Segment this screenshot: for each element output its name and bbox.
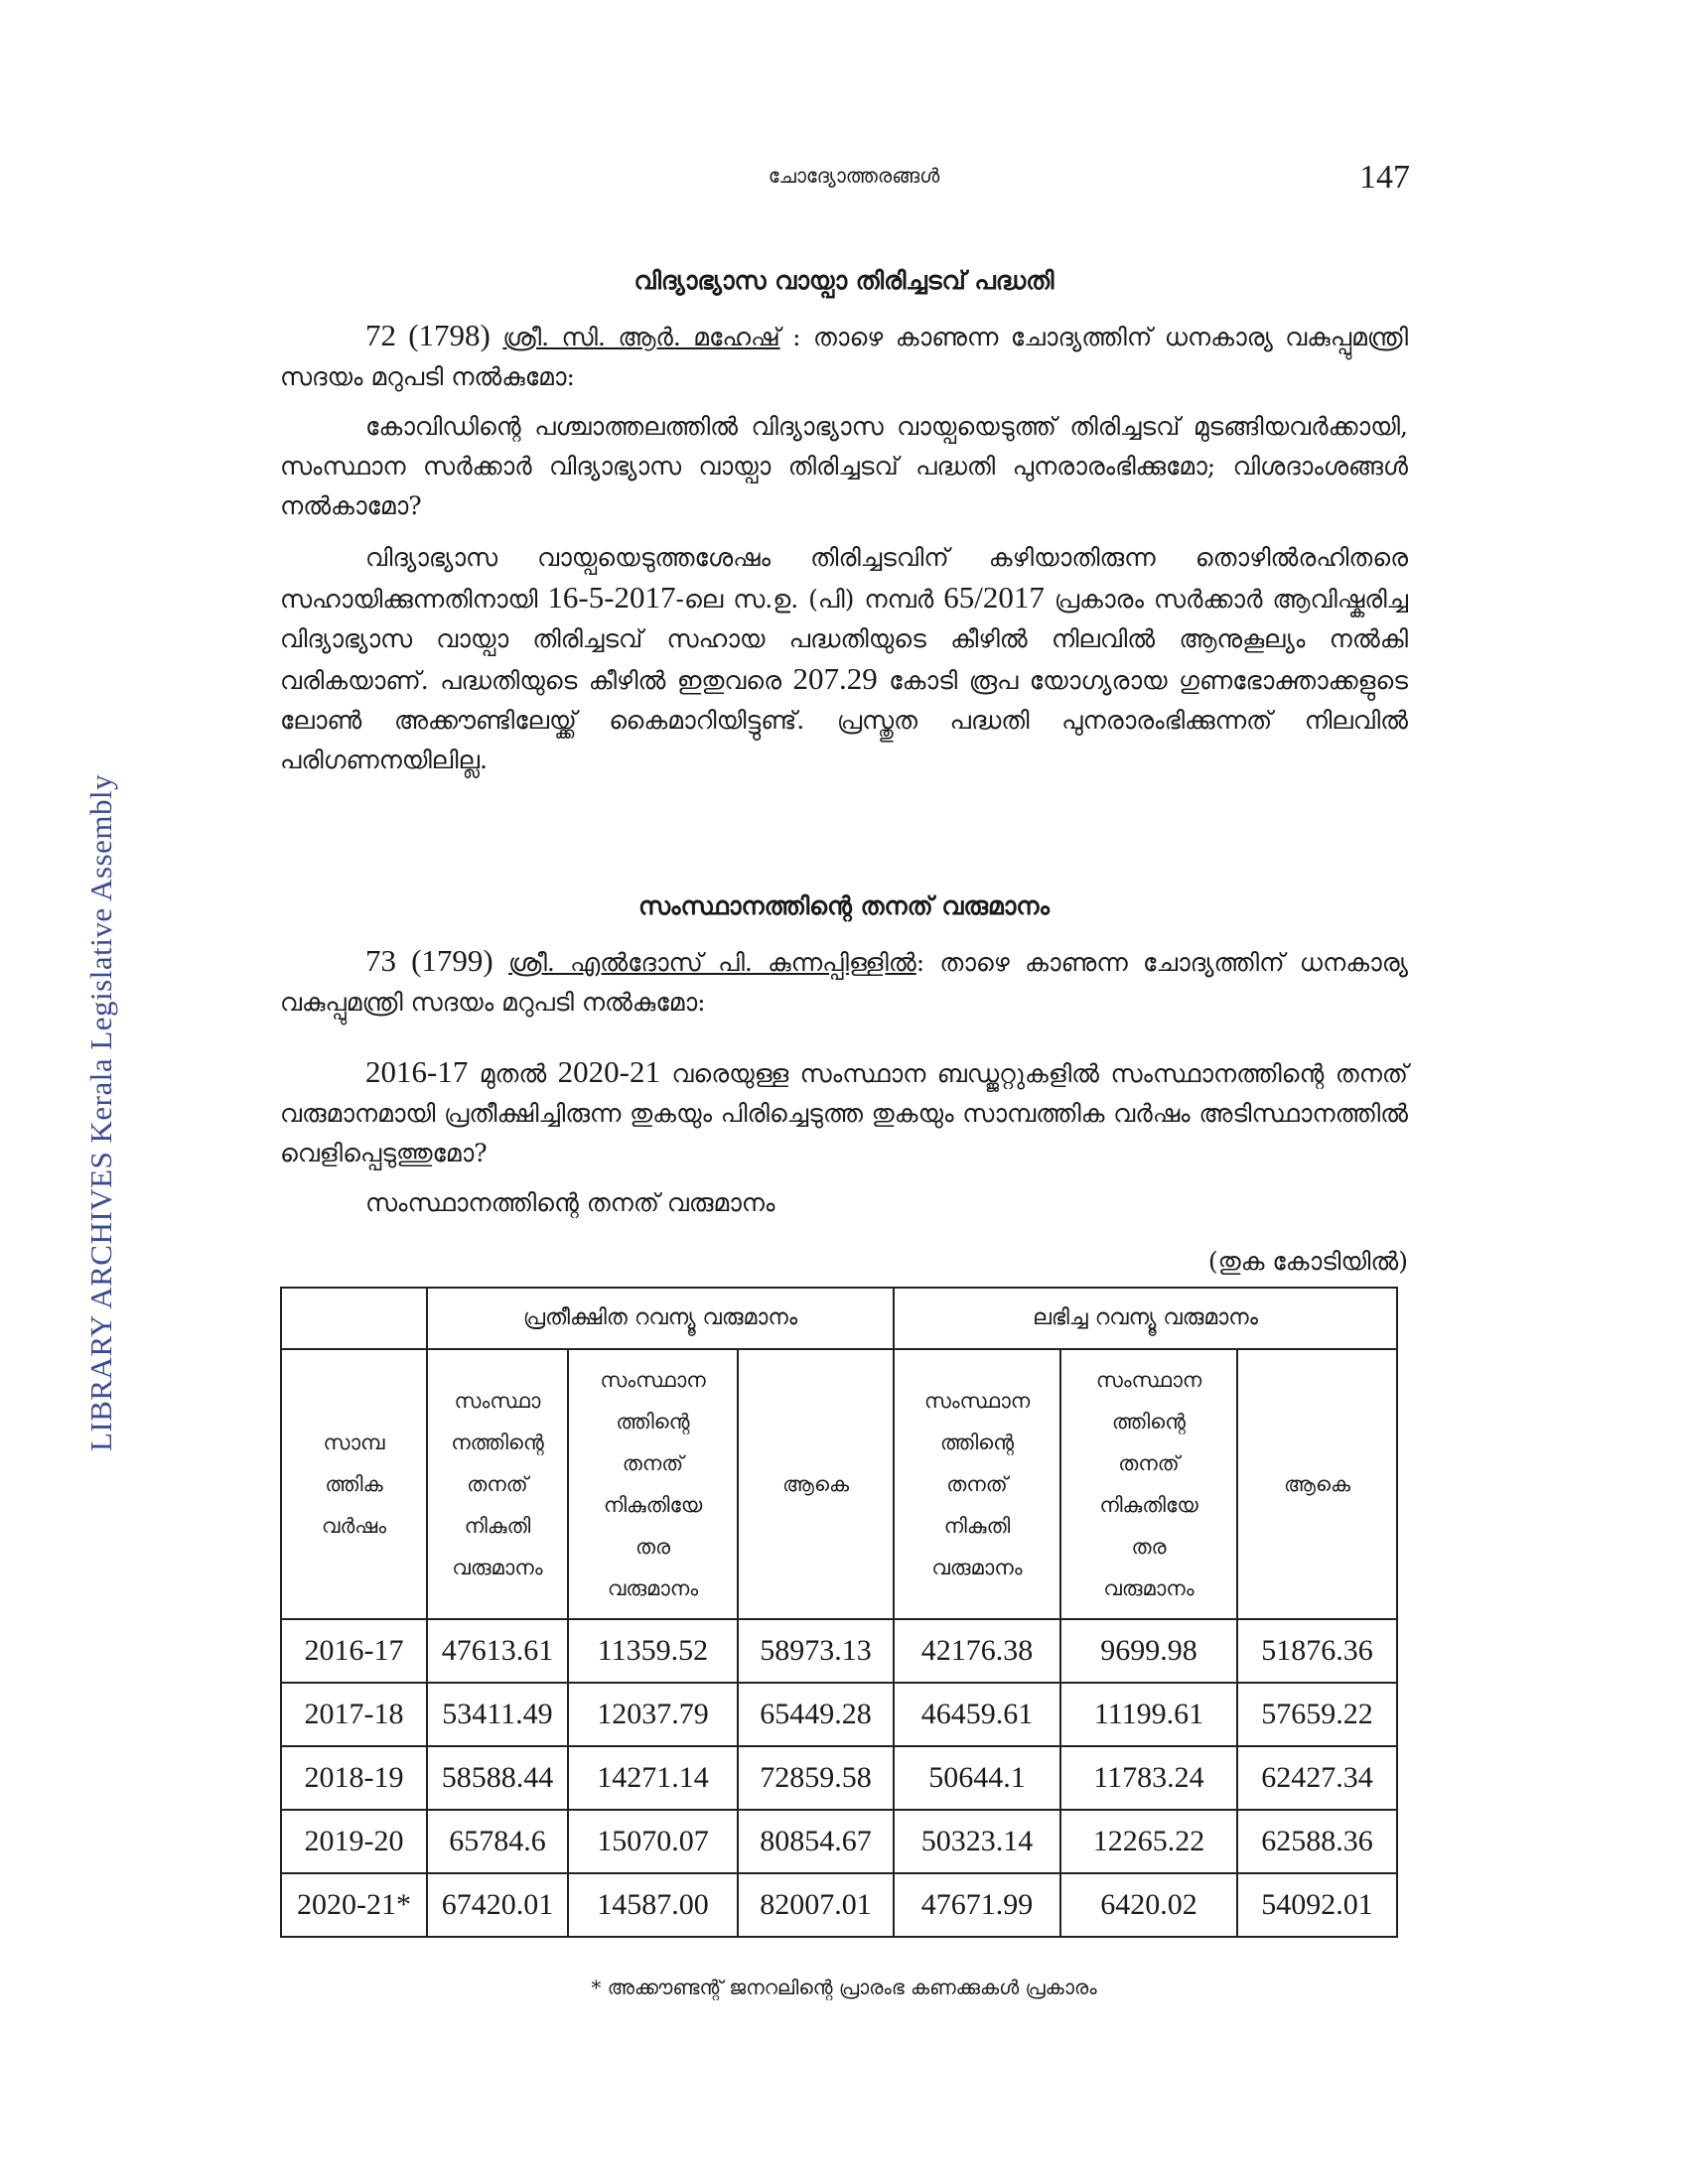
q73-intro-text: : താഴെ കാണുന്ന ചോദ്യത്തിന് ധനകാര്യ വകുപ്പുമന്ത്രി സദയം മറുപടി നൽകുമോ: — [280, 948, 1409, 1017]
q72-answer-order: 65/2017 — [943, 580, 1045, 614]
cell-expected-tax: 47613.61 — [427, 1619, 568, 1683]
q72-answer — [280, 538, 1408, 780]
q72-intro — [280, 316, 1408, 397]
cell-received-tax: 50644.1 — [894, 1746, 1060, 1810]
table-row — [281, 1683, 1397, 1746]
cell-received-tax: 42176.38 — [894, 1619, 1060, 1683]
cell-expected-total: 80854.67 — [738, 1810, 894, 1873]
col-header-year: സാമ്പ ത്തിക വർഷം — [281, 1349, 427, 1619]
q73-number: 73 (1799) — [365, 943, 493, 978]
cell-received-total: 62588.36 — [1237, 1810, 1397, 1873]
q73-answer-caption-text: സംസ്ഥാനത്തിന്റെ തനത് വരുമാനം — [365, 1188, 775, 1217]
cell-expected-tax: 58588.44 — [427, 1746, 568, 1810]
cell-received-total: 51876.36 — [1237, 1619, 1397, 1683]
cell-received-nontax: 11199.61 — [1060, 1683, 1237, 1746]
cell-year: 2016-17 — [281, 1619, 427, 1683]
group-header-expected: പ്രതീക്ഷിത റവന്യൂ വരുമാനം — [427, 1288, 894, 1349]
page-number: 147 — [1359, 159, 1410, 196]
archive-watermark: LIBRARY ARCHIVES Kerala Legislative Assembly — [83, 773, 118, 1451]
q73-heading: സംസ്ഥാനത്തിന്റെ തനത് വരുമാനം — [638, 891, 1050, 920]
cell-received-tax: 47671.99 — [894, 1873, 1060, 1937]
revenue-table — [280, 1287, 1398, 1938]
table-row — [281, 1619, 1397, 1683]
q72-question-text: കോവിഡിന്റെ പശ്ചാത്തലത്തിൽ വിദ്യാഭ്യാസ വായ്പയെടുത്ത് തിരിച്ചടവ് മുടങ്ങിയവർക്കായി, സംസ്ഥാന സർക്കാർ വിദ്യാഭ്യാസ വായ്പാ തിരിച്ചടവ് പദ്ധതി പുനരാരംഭിക്കുമോ; വിശദാംശങ്ങൾ നൽകാമോ? — [280, 412, 1408, 520]
cell-year: 2020-21* — [281, 1873, 427, 1937]
cell-expected-total: 72859.58 — [738, 1746, 894, 1810]
cell-year: 2018-19 — [281, 1746, 427, 1810]
cell-expected-tax: 65784.6 — [427, 1810, 568, 1873]
cell-expected-tax: 67420.01 — [427, 1873, 568, 1937]
table-row — [281, 1873, 1397, 1937]
cell-received-total: 62427.34 — [1237, 1746, 1397, 1810]
q72-member: ശ്രീ. സി. ആർ. മഹേഷ് — [502, 323, 780, 351]
q72-answer-date: 16-5-2017 — [547, 580, 676, 614]
q72-answer-part-1: വിദ്യാഭ്യാസ വായ്പയെടുത്തശേഷം തിരിച്ചടവിന് കഴിയാതിരുന്ന തൊഴിൽരഹിതരെ സഹായിക്കുന്നതിനായി — [280, 543, 1408, 614]
table-group-header-row — [281, 1288, 1397, 1349]
col-header-received-nontax: സംസ്ഥാന ത്തിന്റെ തനത് നികുതിയേ തര വരുമാനം — [1060, 1349, 1237, 1619]
cell-expected-nontax: 11359.52 — [568, 1619, 738, 1683]
q73-member: ശ്രീ. എൽദോസ് പി. കുന്നപ്പിള്ളിൽ — [508, 948, 916, 977]
cell-received-nontax: 12265.22 — [1060, 1810, 1237, 1873]
q73-question-part-1: മുതൽ — [468, 1059, 558, 1088]
cell-expected-nontax: 14587.00 — [568, 1873, 738, 1937]
q73-intro — [280, 941, 1408, 1023]
running-header: ചോദ്യോത്തരങ്ങൾ — [768, 164, 940, 188]
q72-heading: വിദ്യാഭ്യാസ വായ്പാ തിരിച്ചടവ് പദ്ധതി — [633, 266, 1055, 295]
q72-answer-part-4: കോടി രൂപ യോഗ്യരായ ഗുണഭോക്താക്കളുടെ ലോൺ അക്കൗണ്ടിലേയ്ക്ക് കൈമാറിയിട്ടുണ്ട്. പ്രസ്തുത പദ്ധതി പുനരാരംഭിക്കുന്നത് നിലവിൽ പരിഗണനയിലില്ല. — [280, 666, 1408, 774]
q73-year-to: 2020-21 — [557, 1054, 660, 1089]
cell-expected-nontax: 12037.79 — [568, 1683, 738, 1746]
col-header-expected-total: ആകെ — [738, 1349, 894, 1619]
cell-year: 2017-18 — [281, 1683, 427, 1746]
cell-received-tax: 50323.14 — [894, 1810, 1060, 1873]
q72-intro-text: : താഴെ കാണുന്ന ചോദ്യത്തിന് ധനകാര്യ വകുപ്പുമന്ത്രി സദയം മറുപടി നൽകുമോ: — [280, 323, 1409, 391]
table-footnote: * അക്കൗണ്ടന്റ് ജനറലിന്റെ പ്രാരംഭ കണക്കുകൾ പ്രകാരം — [591, 1976, 1097, 1999]
cell-received-nontax: 11783.24 — [1060, 1746, 1237, 1810]
group-header-blank — [281, 1288, 427, 1349]
cell-received-nontax: 9699.98 — [1060, 1619, 1237, 1683]
table-row — [281, 1810, 1397, 1873]
q72-number: 72 (1798) — [365, 318, 491, 352]
col-header-expected-nontax: സംസ്ഥാന ത്തിന്റെ തനത് നികുതിയേ തര വരുമാനം — [568, 1349, 738, 1619]
cell-expected-nontax: 15070.07 — [568, 1810, 738, 1873]
cell-expected-total: 58973.13 — [738, 1619, 894, 1683]
q72-answer-part-3: പ്രകാരം സർക്കാർ ആവിഷ്കരിച്ച വിദ്യാഭ്യാസ വായ്പാ തിരിച്ചടവ് സഹായ പദ്ധതിയുടെ കീഴിൽ നിലവിൽ ആനുകൂല്യം നൽകി വരികയാണ്. പദ്ധതിയുടെ കീഴിൽ ഇതുവരെ — [280, 585, 1408, 695]
cell-received-total: 54092.01 — [1237, 1873, 1397, 1937]
q73-question-part-2: വരെയുള്ള സംസ്ഥാന ബഡ്ജറ്റുകളിൽ സംസ്ഥാനത്തിന്റെ തനത് വരുമാനമായി പ്രതീക്ഷിച്ചിരുന്ന തുകയും പിരിച്ചെടുത്ത തുകയും സാമ്പത്തിക വർഷം അടിസ്ഥാനത്തിൽ വെളിപ്പെടുത്തുമോ? — [280, 1059, 1408, 1167]
amount-unit-label: (തുക കോടിയിൽ) — [1207, 1247, 1408, 1276]
group-header-received: ലഭിച്ച റവന്യൂ വരുമാനം — [894, 1288, 1397, 1349]
cell-expected-total: 65449.28 — [738, 1683, 894, 1746]
cell-year: 2019-20 — [281, 1810, 427, 1873]
cell-received-total: 57659.22 — [1237, 1683, 1397, 1746]
q72-answer-amount: 207.29 — [792, 661, 878, 696]
cell-received-nontax: 6420.02 — [1060, 1873, 1237, 1937]
q72-answer-part-2: -ലെ സ.ഉ. (പി) നമ്പർ — [675, 585, 944, 614]
cell-received-tax: 46459.61 — [894, 1683, 1060, 1746]
cell-expected-total: 82007.01 — [738, 1873, 894, 1937]
col-header-received-total: ആകെ — [1237, 1349, 1397, 1619]
table-column-header-row — [281, 1349, 1397, 1619]
col-header-expected-tax: സംസ്ഥാ നത്തിന്റെ തനത് നികുതി വരുമാനം — [427, 1349, 568, 1619]
q73-question — [280, 1052, 1408, 1173]
col-header-received-tax: സംസ്ഥാന ത്തിന്റെ തനത് നികുതി വരുമാനം — [894, 1349, 1060, 1619]
q72-question — [280, 407, 1408, 526]
table-row — [281, 1746, 1397, 1810]
cell-expected-tax: 53411.49 — [427, 1683, 568, 1746]
q73-year-from: 2016-17 — [365, 1054, 469, 1089]
q73-answer-caption — [280, 1183, 1408, 1223]
cell-expected-nontax: 14271.14 — [568, 1746, 738, 1810]
